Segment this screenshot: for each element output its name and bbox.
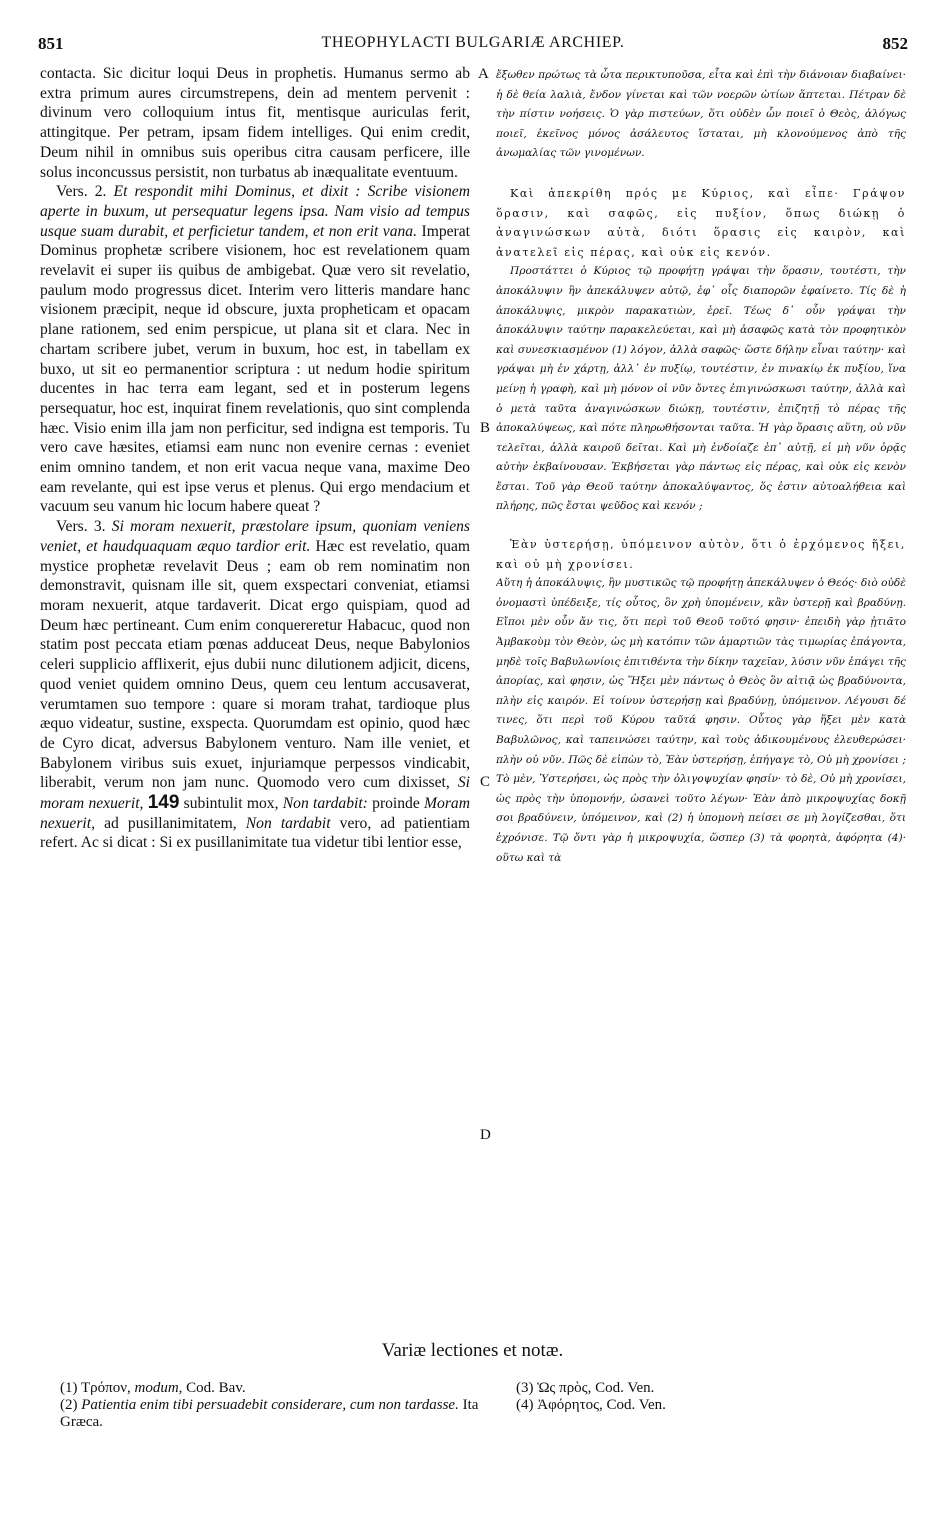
note-3 bbox=[516, 1380, 896, 1397]
note-source: Ita Græca. bbox=[60, 1397, 479, 1430]
note-source: Cod. Bav. bbox=[186, 1380, 246, 1396]
verse-lemma: Si moram nexuerit, præstolare ipsum, quoniam veniens veniet, et haudquaquam æquo tardior erit. bbox=[40, 518, 470, 555]
folio-number: 149 bbox=[147, 792, 180, 814]
note-italic: Patientia enim tibi persuadebit considerare, cum non tardasse. bbox=[81, 1397, 459, 1413]
quoted-phrase: Si moram nexuerit, bbox=[40, 774, 470, 813]
note-number: (1) bbox=[60, 1380, 78, 1396]
greek-commentary-3: Αὕτη ἡ ἀποκάλυψις, ἣν μυστικῶς τῷ προφήτῃ ἀπεκάλυψεν ὁ Θεός· διὸ οὐδὲ ὀνομαστὶ ὑπέδειξε, τίς οὗτος, ὃν χρὴ ὑπομένειν, κἂν ὑστερῇ καὶ βραδύνῃ. Εἴποι μὲν οὖν ἄν τις, ὅτι περὶ τοῦ Θεοῦ τοῦτό φησιν· ἐπειδὴ γὰρ ᾐτιᾶτο Ἀμβακοὺμ τὸν Θεὸν, ὡς μὴ κατόπιν τῶν ἁμαρτιῶν τὰς τιμωρίας ἐπάγοντα, μηδὲ τοῖς Βαβυλωνίοις ἐπιτιθέντα τὴν δίκην ταχεῖαν, λύσιν νῦν ἐπάγει τῆς ἀπορίας, καὶ φησιν, ὡς Ἥξει μὲν πάντως ὁ Θεὸς ὃν αἰτιᾷ ὡς βραδύνοντα, πλὴν εἰς καιρόν. Εἰ τοίνυν ὑστερήσῃ καὶ βραδύνῃ, ὑπόμεινον. Λέγουσι δέ τινες, ὅτι περὶ τοῦ Κύρου ταῦτά φησιν. Οὗτος γὰρ ἥξει μὲν κατὰ Βαβυλῶνος, καὶ ταπεινώσει ταύτην, καὶ τοὺς ἀδικουμένους ἐλευθερώσει· πλὴν οὐ νῦν. Πῶς δὲ εἰπὼν τὸ, Ἐὰν ὑστερήσῃ, ἐπήγαγε τὸ, Οὐ μὴ χρονίσει ; Τὸ μὲν, Ὑστερήσει, ὡς πρὸς τὴν ὀλιγοψυχίαν φησίν· τὸ δὲ, Οὐ μὴ χρονίσει, ὡς πρὸς τὴν ὑπομονήν, ὡσανεὶ τοῦτο λέγων· Ἐὰν ἀπὸ μικροψυχίας δοκῇ σοι βραδύνειν, ὑπόμεινον, καὶ (2) ἡ ὑπομονὴ πείσει σε μὴ λογίζεσθαι, ὅτι ἐχρόνισε. Τῷ ὄντι γὰρ ἡ μικροψυχία, ὥσπερ (3) τὰ φορητὰ, ἀφόρητα (4)· οὕτω καὶ τὰ bbox=[496, 577, 906, 864]
verse-commentary: Hæc est revelatio, quam mystice prophetæ revelavit Deus ; eam ob rem nominatim non demonstravit, quisnam ille sit, quem exspectari conveniat, etiamsi moram nexuerit, atque tardaverit. Dicat ergo quispiam, quod ad Deum hæc pertineant. Cum enim conquereretur Habacuc, quod non statim post peccata etiam pœnas adduceat Deus, neque Babylonios celeri supplicio afflixerit, ejus dubii nunc dilutionem adjicit, dicens, quod veniet quidem omnino Deus, quem ceu lentum accusaverat, verumtamen suo tempore : quare si moram trahat, tardioque plus æquo videatur, sustine, exspecta. Quorumdam est opinio, quod hæc de Cyro dicat, adversus Babylonem venturo. Nam ille veniet, et Babylonem viribus suis exuet, injuriamque perpessos vindicabit, liberabit, verum non jam nunc. Quomodo vero cum dixisset, bbox=[40, 537, 470, 792]
greek-lemma-2: Καὶ ἀπεκρίθη πρός με Κύριος, καὶ εἶπε· Γράψον ὅρασιν, καὶ σαφῶς, εἰς πυξίον, ὅπως διώκῃ ὁ ἀναγινώσκων αὐτὰ, διότι ὅρασις εἰς καιρὸν, καὶ ἀνατελεῖ εἰς πέρας, καὶ οὐκ εἰς κενόν. bbox=[496, 186, 906, 259]
greek-commentary-2 bbox=[496, 262, 906, 517]
quoted-phrase: Moram nexuerit, bbox=[40, 795, 470, 832]
running-header bbox=[38, 30, 908, 60]
note-2 bbox=[60, 1397, 480, 1431]
notes-heading: Variæ lectiones et notæ. bbox=[381, 1340, 564, 1361]
verse-commentary: subintulit mox, bbox=[183, 795, 279, 813]
verse-label: Vers. 2. bbox=[56, 183, 107, 201]
note-greek: Ἀφόρητος, bbox=[537, 1397, 603, 1413]
verse-commentary: Imperat Dominus prophetæ scribere visionem, hoc est revelationem quam revelavit ei super iis quibus de ambigebat. Quæ vero sit revelatio, paulum modo progressus dicet. Interim vero litteris mandare hanc visionem præcipit, neque id obscure, juxta propheticam et opacam plane rationem, sed enim perspicue, ut plana sit et clara. Nec in chartam scribere jubet, verum in buxum, hoc est, in tabellam ex buxo, ut sit eo permanentior scriptura : ut nedum hodie spiritum ducentes in hac terra eam legant, sed et in posterum legens persequatur, hoc est, inquirat finem revelationis, quo sint complenda hæc. Visio enim illa jam non perficitur, sed indigna est temporis. Tu vero cave hæsites, etiamsi eam nunc non evenire cernas : eveniet enim omnino tandem, et non erit vacua neque vana, maxime Deo eam revelante, qui est ipse verus et plenus. Qui ergo mendacium et vacuum seu vanum hic locum habere queat ? bbox=[40, 222, 470, 516]
note-source: Cod. Ven. bbox=[606, 1397, 666, 1413]
margin-letter-b: B bbox=[480, 420, 491, 436]
latin-column bbox=[40, 64, 470, 1326]
note-4 bbox=[516, 1397, 896, 1414]
page-number-left: 851 bbox=[38, 34, 64, 53]
greek-commentary-text: Προστάττει ὁ Κύριος τῷ προφήτῃ γράψαι τὴν ὅρασιν, τουτέστι, τὴν ἀποκάλυψιν ἣν ἀπεκάλυψεν αὐτῷ, ἐφ᾽ οἷς διαπορῶν ἐφαίνετο. Τίς δὲ ἡ ἀποκάλυψις, μικρὸν παρακατιὼν, ἐρεῖ. Τέως δ᾽ οὖν γράψαι τὴν ἀποκάλυψιν ταύτην παρακελεύεται, καὶ μὴ ἀσαφῶς κατὰ τὸν προφητικὸν καὶ συνεσκιασμένον (1) λόγον, ἀλλὰ σαφῶς· ὥστε δήλην εἶναι ταύτην· καὶ γράψαι μὴ ἐν χάρτῃ, ἀλλ᾽ ἐν πυξίῳ, τουτέστιν, ἐν πινακίῳ ἐκ πυξίου, ἵνα μείνῃ ἡ γραφὴ, καὶ μὴ μόνον οἱ νῦν ὄντες ἐπιγινώσκωσι ταύτην, ἀλλὰ καὶ ὁ μετὰ ταῦτα ἀναγινώσκων διώκῃ, τουτέστιν, ἐπιζητῇ τὸ πέρας τῆς ἀποκαλύψεως, καὶ πότε πληρωθήσονται ταῦτα. Ἡ γὰρ ὅρασις αὕτη, οὐ νῦν τελεῖται, ἀλλὰ καιροῦ δεῖται. Καὶ μὴ ἐνδοίαζε ἐπ᾽ αὐτῇ, εἰ μὴ νῦν ὁρᾷς αὐτὴν ἐκβαίνουσαν. Ἐκβήσεται γὰρ πάντως εἰς πέρας, καὶ οὐκ εἰς κενὸν ἔσται. Τοῦ γὰρ Θεοῦ ταύτην ἀποκαλύψαντος, ὅς ἐστιν αὐτοαλήθεια καὶ πλήρης, πῶς ἔσται ψεῦδος καὶ κενόν ; bbox=[496, 265, 906, 513]
verse-commentary: vero, ad patientiam refert. Ac si dicat : Si ex pusillanimitate tua videtur tibi lentior esse, bbox=[40, 814, 470, 852]
margin-letter-d: D bbox=[480, 1127, 491, 1143]
greek-column bbox=[496, 66, 906, 1328]
quoted-phrase: Non tardabit: bbox=[282, 795, 368, 813]
verse-lemma: Et respondit mihi Dominus, et dixit : Scribe visionem aperte in buxum, ut persequatur legens ipsa. Nam visio ad tempus usque suam durabit, et perficietur tandem, et non erit vana. bbox=[40, 183, 470, 240]
note-italic: modum, bbox=[134, 1380, 183, 1396]
note-1 bbox=[60, 1380, 480, 1397]
note-number: (4) bbox=[516, 1397, 534, 1413]
latin-verse-3 bbox=[40, 517, 470, 853]
note-number: (3) bbox=[516, 1380, 534, 1396]
latin-verse-2 bbox=[40, 182, 470, 517]
quoted-phrase: Non tardabit bbox=[245, 814, 331, 832]
note-greek: Ὡς πρὸς, bbox=[537, 1380, 592, 1396]
verse-commentary: proinde bbox=[372, 795, 420, 813]
margin-letter-c: C bbox=[480, 774, 491, 790]
running-title: THEOPHYLACTI BULGARIÆ ARCHIEP. bbox=[321, 34, 625, 51]
note-source: Cod. Ven. bbox=[595, 1380, 655, 1396]
notes-column-right bbox=[516, 1380, 896, 1414]
margin-letter-a: A bbox=[478, 66, 489, 82]
note-greek: Τρόπον, bbox=[80, 1380, 131, 1396]
note-number: (2) bbox=[60, 1397, 78, 1413]
greek-paragraph: ἔξωθεν πρώτως τὰ ὦτα περικτυποῦσα, εἶτα καὶ ἐπὶ τὴν διάνοιαν διαβαίνει· ἡ δὲ θεία λαλιὰ, ἔνδον γίνεται καὶ τῶν νοερῶν ὠτίων ἅπτεται. Πέτραν δὲ τὴν πίστιν νοήσεις. Ὁ γὰρ πιστεύων, ὅτι οὐδὲν ὧν ποιεῖ ὁ Θεὸς, ἀλόγως ποιεῖ, ἐκεῖνος μόνος ἀσάλευτος ἵσταται, μὴ κλονούμενος ἀπὸ τῆς ἀνωμαλίας τῶν γινομένων. bbox=[496, 69, 906, 160]
latin-paragraph: contacta. Sic dicitur loqui Deus in prophetis. Humanus sermo ab extra primum aures circumstrepens, dein ad mentem pervenit : divinum vero colloquium intus fit, mentisque auriculas ferit, attingitque. Per petram, ipsam fidem intelliges. Qui enim credit, Deum nihil in omnibus suis operibus citra causam perficere, ille solus inconcussus persistit, non turbatus ab inæqualitate eventuum. bbox=[40, 65, 470, 181]
greek-lemma-3: Ἐὰν ὑστερήσῃ, ὑπόμεινον αὐτὸν, ὅτι ὁ ἐρχόμενος ἥξει, καὶ οὐ μὴ χρονίσει. bbox=[496, 538, 906, 571]
page-number-right: 852 bbox=[882, 34, 908, 53]
verse-commentary: ad pusillanimitatem, bbox=[104, 814, 237, 832]
notes-column-left bbox=[60, 1380, 480, 1431]
verse-label: Vers. 3. bbox=[56, 518, 106, 536]
